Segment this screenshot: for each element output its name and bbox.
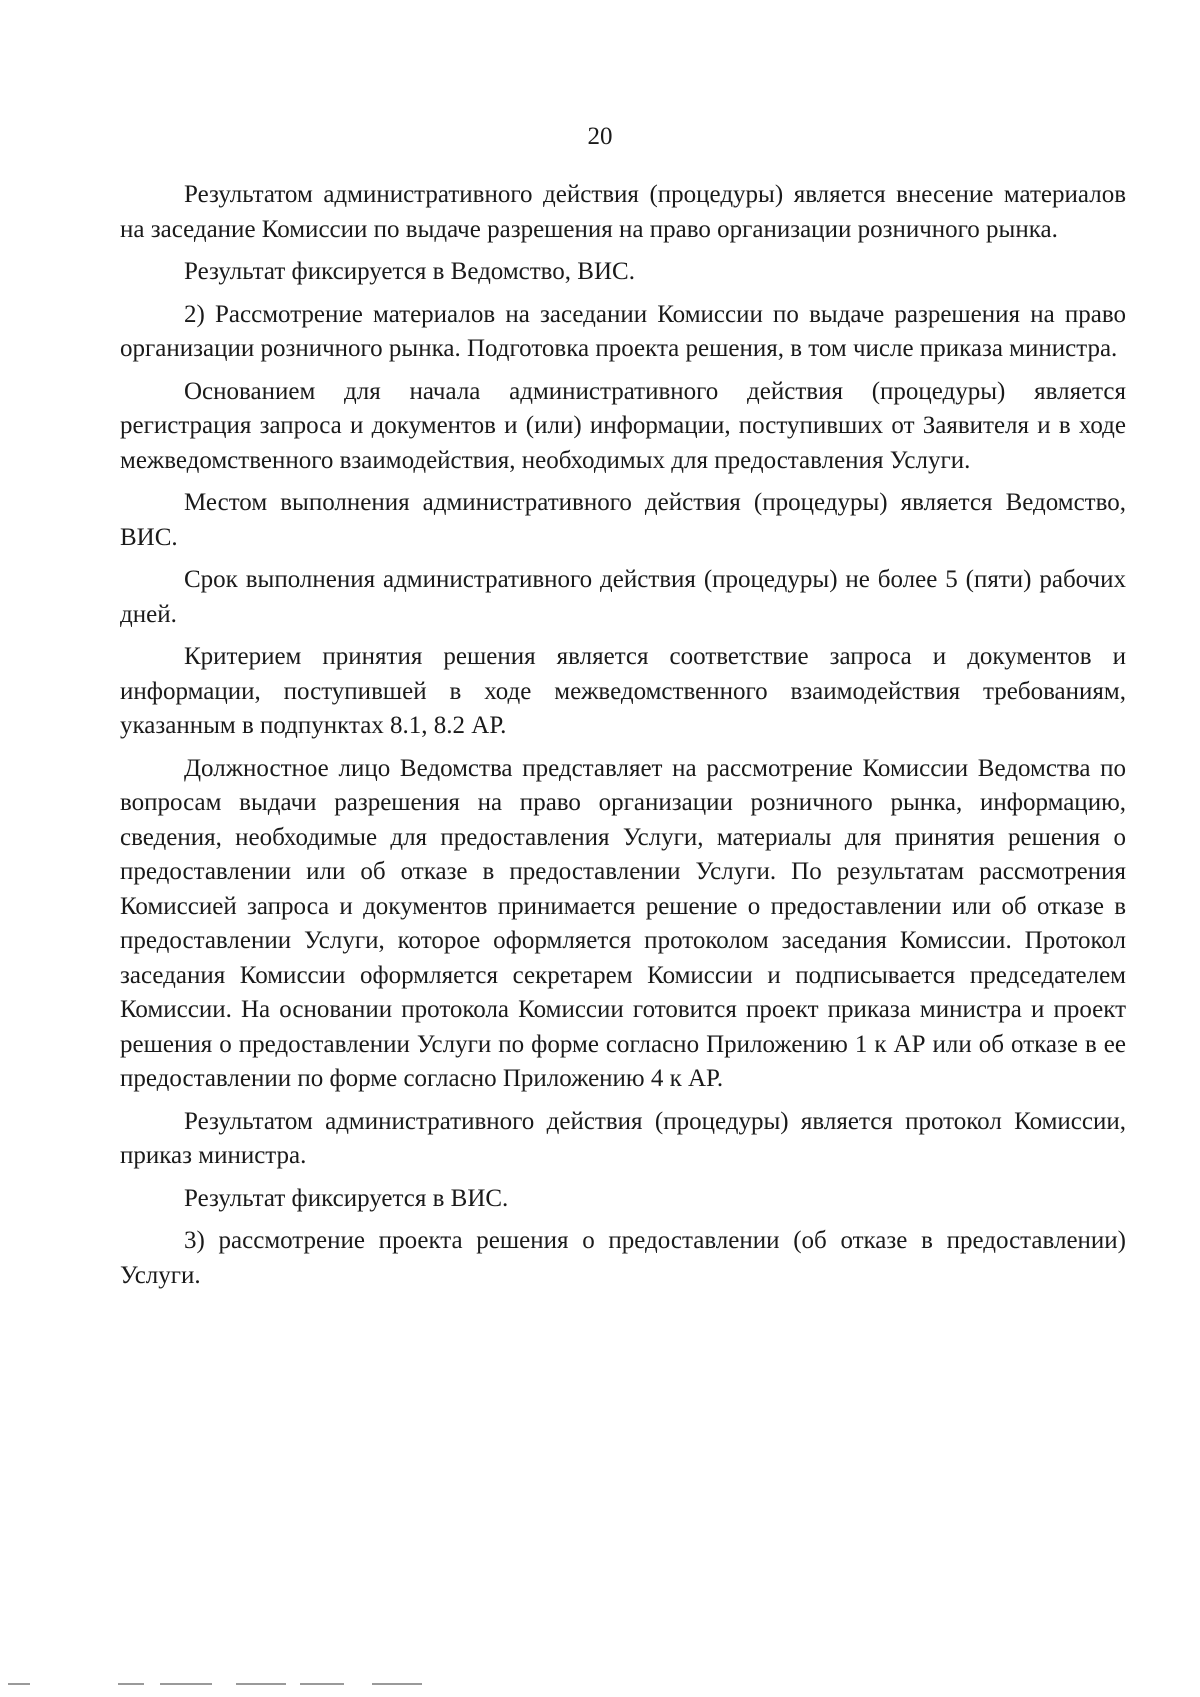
paragraph-place: Местом выполнения административного действия (процедуры) является Ведомство, ВИС. bbox=[120, 489, 1126, 551]
page-number: 20 bbox=[587, 123, 613, 150]
paragraph-result-submission: Результатом административного действия (процедуры) является внесение материалов на заседание Комиссии по выдаче разрешения на право организации розничного рынка. bbox=[120, 181, 1126, 243]
paragraph-result-recorded: Результат фиксируется в Ведомство, ВИС. bbox=[184, 258, 635, 285]
document-body bbox=[120, 178, 1126, 1301]
paragraph-result-protocol: Результатом административного действия (процедуры) является протокол Комиссии, приказ министра. bbox=[120, 1107, 1126, 1169]
paragraph-official-commission: Должностное лицо Ведомства представляет на рассмотрение Комиссии Ведомства по вопросам выдачи разрешения на право организации розничного рынка, информацию, сведения, необходимые для предоставления Услуги, материалы для принятия решения о предоставлении или об отказе в предоставлении Услуги. По результатам рассмотрения Комиссией запроса и документов принимается решение о предоставлении или об отказе в предоставлении Услуги, которое оформляется протоколом заседания Комиссии. Протокол заседания Комиссии оформляется секретарем Комиссии и подписывается председателем Комиссии. На основании протокола Комиссии готовится проект приказа министра и проект решения о предоставлении Услуги по форме согласно Приложению 1 к АР или об отказе в ее предоставлении по форме согласно Приложению 4 к АР. bbox=[120, 754, 1126, 1092]
paragraph-result-recorded-vis: Результат фиксируется в ВИС. bbox=[184, 1184, 509, 1212]
paragraph-term: Срок выполнения административного действия (процедуры) не более 5 (пяти) рабочих дней. bbox=[120, 566, 1126, 628]
paragraph-criterion: Критерием принятия решения является соответствие запроса и документов и информации, поступившей в ходе межведомственного взаимодействия требованиям, указанным в подпунктах 8.1, 8.2 АР. bbox=[120, 643, 1126, 739]
scan-artifact-marks bbox=[0, 1683, 460, 1689]
paragraph-step-3-heading: 3) рассмотрение проекта решения о предоставлении (об отказе в предоставлении) Услуги. bbox=[120, 1227, 1126, 1289]
paragraph-basis: Основанием для начала административного действия (процедуры) является регистрация запроса и документов и (или) информации, поступивших от Заявителя и в ходе межведомственного взаимодействия, необходимых для предоставления Услуги. bbox=[120, 377, 1126, 474]
paragraph-step-2-heading: 2) Рассмотрение материалов на заседании Комиссии по выдаче разрешения на право организации розничного рынка. Подготовка проекта решения, в том числе приказа министра. bbox=[120, 300, 1126, 362]
